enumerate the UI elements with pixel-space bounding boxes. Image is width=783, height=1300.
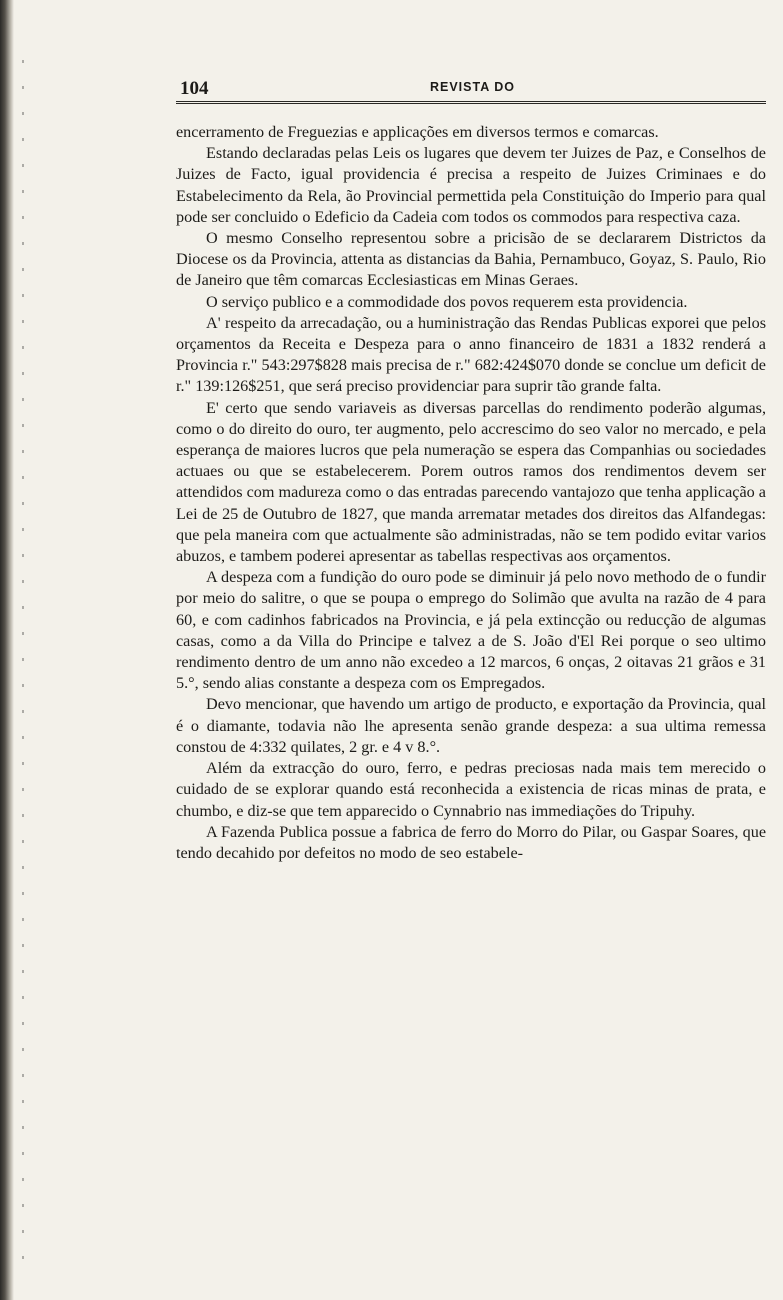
page-number: 104 bbox=[180, 78, 209, 99]
page-header bbox=[180, 78, 765, 100]
paragraph: A despeza com a fundição do ouro pode se diminuir já pelo novo methodo de o fundir por meio do salitre, o que se poupa o emprego do Solimão que avulta na razão de 4 para 60, e com cadinhos fabricados na Provincia, e já pela extincção ou reducção de algumas casas, como a da Villa do Principe e talvez a de S. João d'El Rei porque o seo ultimo rendimento dentro de um anno não excedeo a 12 marcos, 6 onças, 2 oitavas 21 grãos e 31 5.°, sendo alias constante a despeza com os Empregados. bbox=[176, 568, 766, 693]
paragraph: O mesmo Conselho representou sobre a pricisão de se declararem Districtos da Diocese os da Provincia, attenta as distancias da Bahia, Pernambuco, Goyaz, S. Paulo, Rio de Janeiro que têm comarcas Ecclesiasticas em Minas Geraes. bbox=[176, 229, 766, 290]
paragraph: Devo mencionar, que havendo um artigo de producto, e exportação da Provincia, qual é o diamante, todavia não lhe apresenta senão grande despeza: a sua ultima remessa constou de 4:332 quilates, 2 gr. e 4 v 8.°. bbox=[176, 695, 766, 756]
paragraph: Além da extracção do ouro, ferro, e pedras preciosas nada mais tem merecido o cuidado de se explorar quando está reconhecida a existencia de ricas minas de prata, e chumbo, e diz-se que tem apparecido o Cynnabrio nas immediações do Tripuhy. bbox=[176, 759, 766, 820]
binding-marks bbox=[22, 60, 24, 1280]
paragraph: A Fazenda Publica possue a fabrica de ferro do Morro do Pilar, ou Gaspar Soares, que tendo decahido por defeitos no modo de seo estabele- bbox=[176, 822, 766, 862]
book-spine-shadow bbox=[0, 0, 14, 1300]
paragraph: Estando declaradas pelas Leis os lugares que devem ter Juizes de Paz, e Conselhos de Juizes de Facto, igual providencia é precisa a respeito de Juizes Criminaes e do Estabelecimento da Rela, ão Provincial permettida pela Constituição do Imperio para qual pode ser concluido o Edeficio da Cadeia com todos os commodos para respectiva caza. bbox=[176, 144, 766, 226]
paragraph: E' certo que sendo variaveis as diversas parcellas do rendimento poderão algumas, como o do direito do ouro, ter augmento, pelo accrescimo do seo valor no mercado, e pela esperança de maiores lucros que pela numeração se espera das Companhias ou sociedades actuaes ou que se estabelecerem. Porem outros ramos dos rendimentos devem ser attendidos com madureza como o das entradas parecendo vantajozo que tenha applicação a Lei de 25 de Outubro de 1827, que manda arrematar metades dos direitos das Alfandegas: que pela maneira com que actualmente são administradas, não se tem podido evitar varios abuzos, e tambem poderei apresentar as tabellas respectivas aos orçamentos. bbox=[176, 398, 766, 566]
paragraph: O serviço publico e a commodidade dos povos requerem esta providencia. bbox=[206, 292, 688, 311]
paragraph: encerramento de Freguezias e applicações em diversos termos e comarcas. bbox=[176, 123, 659, 141]
running-title: REVISTA DO bbox=[429, 80, 515, 94]
header-rule bbox=[176, 101, 766, 104]
paragraph: A' respeito da arrecadação, ou a huministração das Rendas Publicas exporei que pelos orçamentos da Receita e Despeza para o anno financeiro de 1831 a 1832 renderá a Provincia r." 543:297$828 mais precisa de r." 682:424$070 donde se conclue um deficit de r." 139:126$251, que será preciso providenciar para suprir tão grande falta. bbox=[176, 313, 766, 396]
body-text bbox=[176, 122, 766, 864]
